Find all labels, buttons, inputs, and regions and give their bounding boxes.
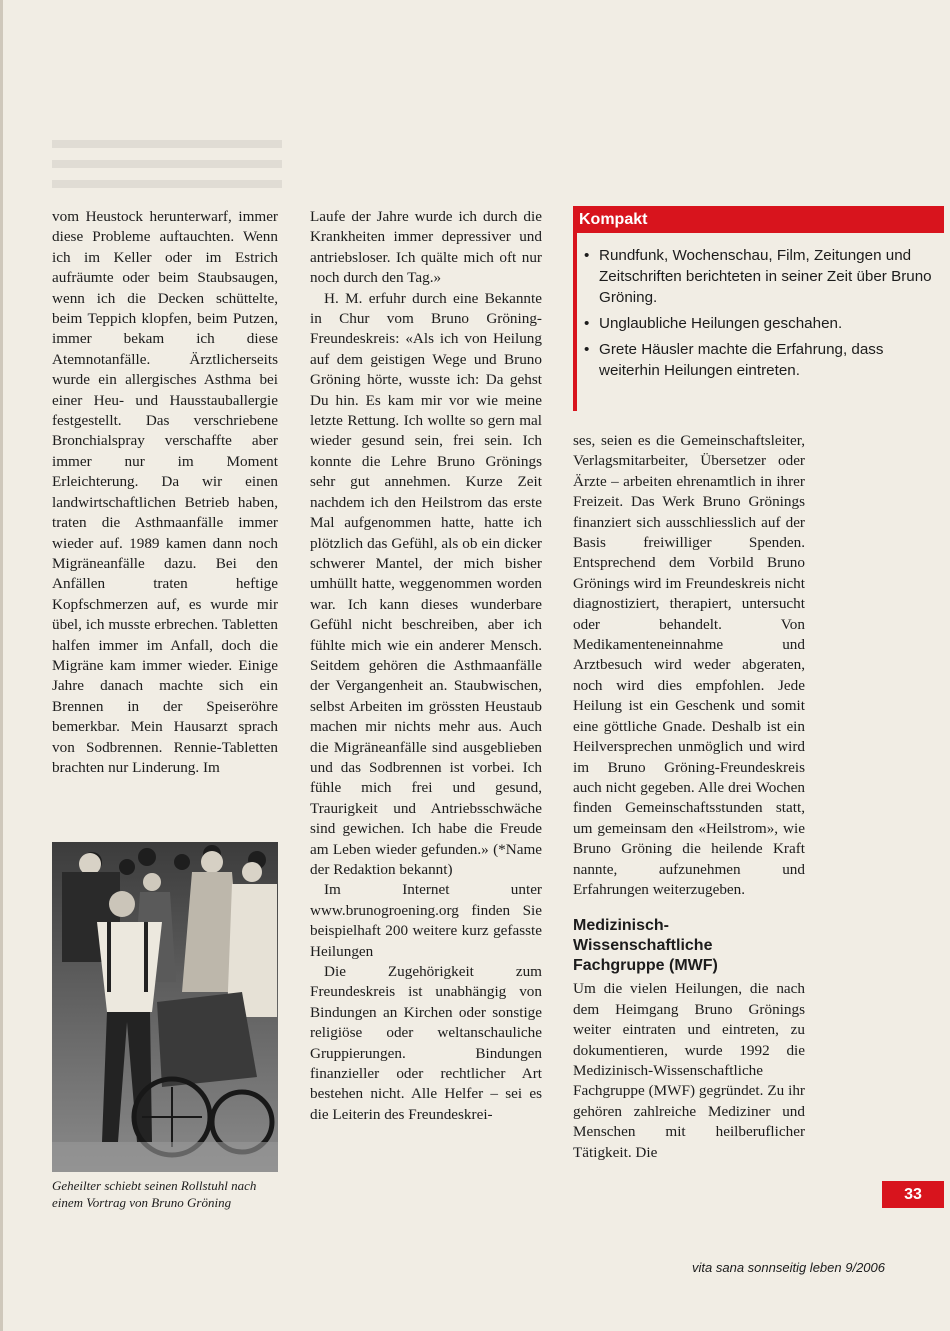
kompakt-item xyxy=(584,339,936,381)
kompakt-item-text: Unglaubliche Heilungen geschahen. xyxy=(599,315,843,332)
section-heading: Medizinisch-Wissenschaftliche Fachgruppe (MWF) xyxy=(573,917,718,975)
wheelchair-photo-image xyxy=(52,842,278,1172)
historic-photo xyxy=(52,842,278,1172)
column-2-paragraph-2: H. M. erfuhr durch eine Bekannte in Chur vom Bruno Gröning-Freundeskreis: «Als ich von Heilung auf dem geistigen Wege und Bruno Gröning hörte, wusste ich: Da gehst Du hin. Es kam mir vor wie meine letzte Rettung. Ich wollte so gern mal wieder gesund sein, frei sein. Ich konnte die Lehre Bruno Grönings sehr gut annehmen. Kurze Zeit nachdem ich den Heilstrom das erste Mal aufgenommen hatte, hatte ich plötzlich das Gefühl, als ob ein dicker schwerer Mantel, der mich bisher umhüllt hatte, weggenommen worden war. Ich kann dieses wunderbare Gefühl nicht beschreiben, aber ich fühlte mich wie ein anderer Mensch. Seitdem gehören die Asthmaanfälle der Vergangenheit an. Staubwischen, selbst Arbeiten im grössten Heustaub machen mir nichts mehr aus. Auch die Migräneanfälle sind ausgeblieben und das Sodbrennen ist vorbei. Ich fühle mich frei und gesund, Traurigkeit und Antriebsschwäche sind gewichen. Ich habe die Freude am Leben wieder gefunden.» (*Name der Redaktion bekannt) xyxy=(310,289,542,878)
kompakt-item-text: Rundfunk, Wochenschau, Film, Zeitungen und Zeitschriften berichteten in seiner Zeit über Bruno Gröning. xyxy=(599,247,932,306)
article-column-2 xyxy=(310,207,542,1125)
bullet-icon: • xyxy=(584,247,590,264)
kompakt-title: Kompakt xyxy=(573,206,944,233)
show-through-text xyxy=(52,140,282,195)
page-number: 33 xyxy=(882,1181,944,1208)
column-1-paragraph: vom Heustock herunterwarf, immer diese Probleme auftauchten. Wenn ich im Keller oder im Estrich aufräumte oder beim Staubsaugen, wenn ich die Decken schüttelte, beim Teppich klopfen, beim Putzen, immer bekam ich diese Atemnotanfälle. Ärztlicherseits wurde ein allergisches Asthma bei einer Heu- und Hausstauballergie festgestellt. Das verschriebene Bronchialspray verschaffte aber immer nur im Moment Erleichterung. Da wir einen landwirtschaftlichen Betrieb haben, traten die Asthmaanfälle immer wieder auf. 1989 kamen dann noch Migräneanfälle dazu. Bei den Anfällen traten heftige Kopfschmerzen auf, es wurde mir übel, ich musste erbrechen. Tabletten halfen immer im Anfall, doch die Migräne kam immer wieder. Einige Jahre danach machte sich ein Brennen in der Speiseröhre bemerkbar. Mein Hausarzt sprach von Sodbrennen. Rennie-Tabletten brachten nur Linderung. Im xyxy=(52,208,278,776)
page-edge xyxy=(0,0,3,1331)
kompakt-side-bar xyxy=(573,233,577,411)
kompakt-list xyxy=(573,233,944,381)
kompakt-box xyxy=(573,206,944,411)
kompakt-item xyxy=(584,245,936,308)
article-column-3 xyxy=(573,431,805,1163)
column-2-paragraph-1: Laufe der Jahre wurde ich durch die Krankheiten immer depressiver und antriebsloser. Ich quälte mich oft nur noch durch den Tag.» xyxy=(310,208,542,287)
column-3-paragraph-2: Um die vielen Heilungen, die nach dem Heimgang Bruno Grönings weiter eintraten und eintreten, zu dokumentieren, wurde 1992 die Medizinisch-Wissenschaftliche Fachgruppe (MWF) gegründet. Zu ihr gehören zahlreiche Mediziner und Menschen mit heilberuflicher Tätigkeit. Die xyxy=(573,980,805,1161)
column-3-paragraph-1: ses, seien es die Gemeinschaftsleiter, Verlagsmitarbeiter, Übersetzer oder Ärzte – arbeiten ehrenamtlich in ihrer Freizeit. Das Werk Bruno Grönings finanziert sich ausschliesslich auf der Basis freiwilliger Spenden. Entsprechend dem Vorbild Bruno Grönings wird im Freundeskreis nicht diagnostiziert, therapiert, untersucht oder behandelt. Von Medikamenteneinnahme und Arztbesuch wird weder abgeraten, noch wird dies empfohlen. Jede Heilung ist ein Geschenk und somit eine göttliche Gnade. Deshalb ist ein Heilversprechen unmöglich und wird im Bruno Gröning-Freundeskreis auch nicht gegeben. Alle drei Wochen finden Gemeinschaftsstunden statt, um gemeinsam den «Heilstrom», wie Bruno Gröning die heilende Kraft nannte, aufzunehmen und Erfahrungen weiterzugeben. xyxy=(573,432,805,898)
kompakt-item xyxy=(584,313,936,334)
column-2-paragraph-3: Im Internet unter www.brunogroening.org finden Sie beispielhaft 200 weitere kurz gefasste Heilungen xyxy=(310,881,542,960)
bullet-icon: • xyxy=(584,315,590,332)
article-column-1 xyxy=(52,207,278,778)
photo-caption: Geheilter schiebt seinen Rollstuhl nach einem Vortrag von Bruno Gröning xyxy=(52,1178,257,1210)
magazine-footer: vita sana sonnseitig leben 9/2006 xyxy=(692,1260,885,1275)
bullet-icon: • xyxy=(584,341,590,358)
kompakt-item-text: Grete Häusler machte die Erfahrung, dass weiterhin Heilungen eintreten. xyxy=(599,341,884,379)
column-2-paragraph-4: Die Zugehörigkeit zum Freundeskreis ist unabhängig von Bindungen an Kirchen oder sonstige religiöse oder weltanschauliche Gruppierungen. Bindungen finanzieller oder rechtlicher Art bestehen nicht. Alle Helfer – sei es die Leiterin des Freundeskrei- xyxy=(310,963,542,1123)
